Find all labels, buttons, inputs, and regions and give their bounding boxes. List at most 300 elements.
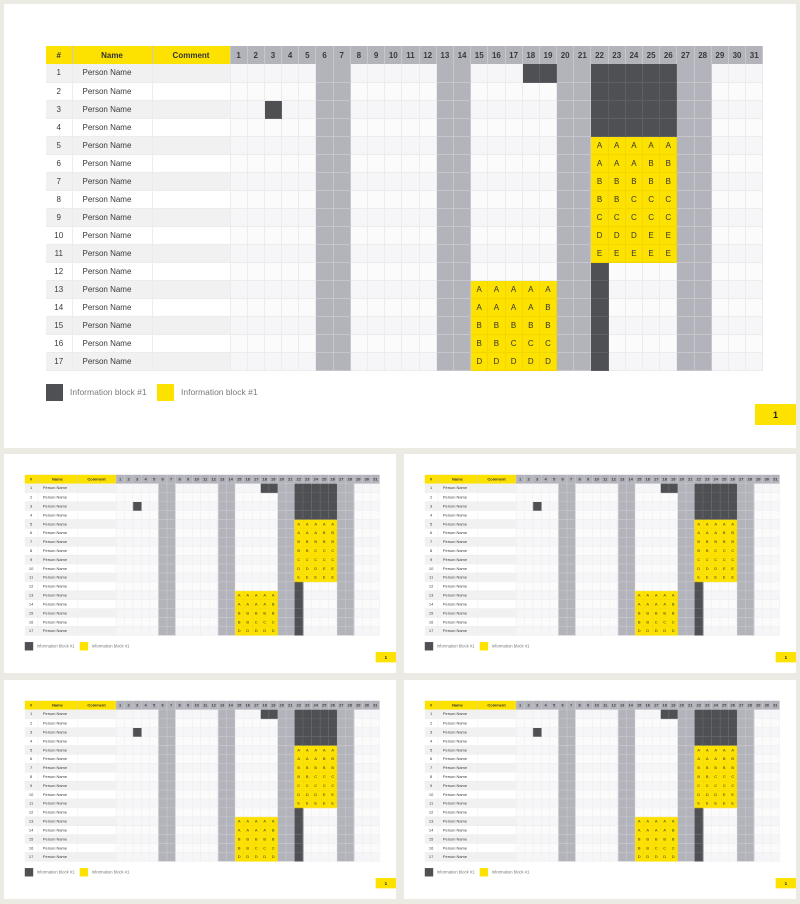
day-cell-info-block[interactable]: [539, 64, 556, 82]
day-cell[interactable]: [201, 573, 210, 582]
day-cell-weekend[interactable]: [158, 528, 167, 537]
day-cell[interactable]: [363, 510, 372, 519]
day-cell-weekend[interactable]: [694, 316, 711, 334]
day-cell-weekend[interactable]: [618, 528, 627, 537]
day-cell-code[interactable]: C: [608, 208, 625, 226]
day-cell-weekend[interactable]: [158, 736, 167, 745]
day-cell[interactable]: [116, 546, 125, 555]
day-cell[interactable]: [311, 626, 320, 635]
day-cell-info-block[interactable]: [660, 118, 677, 136]
day-cell[interactable]: [575, 772, 584, 781]
day-cell[interactable]: [282, 190, 299, 208]
day-cell[interactable]: [299, 226, 316, 244]
day-cell[interactable]: [541, 582, 550, 591]
day-cell[interactable]: [771, 763, 780, 772]
day-cell[interactable]: [247, 64, 264, 82]
day-cell[interactable]: [771, 808, 780, 817]
day-cell[interactable]: [230, 334, 247, 352]
day-cell-weekend[interactable]: [333, 136, 350, 154]
day-cell-weekend[interactable]: [277, 843, 286, 852]
day-cell[interactable]: [311, 582, 320, 591]
day-cell[interactable]: [539, 100, 556, 118]
day-cell[interactable]: [252, 528, 261, 537]
day-cell[interactable]: [124, 790, 133, 799]
day-cell-code[interactable]: C: [643, 208, 660, 226]
day-cell-weekend[interactable]: [346, 537, 355, 546]
day-cell-weekend[interactable]: [226, 582, 235, 591]
day-cell-code[interactable]: A: [703, 528, 712, 537]
day-cell[interactable]: [635, 754, 644, 763]
day-cell[interactable]: [771, 591, 780, 600]
day-cell[interactable]: [643, 573, 652, 582]
day-cell[interactable]: [660, 352, 677, 370]
day-cell[interactable]: [175, 617, 184, 626]
day-cell-info-block[interactable]: [720, 484, 729, 493]
day-cell-weekend[interactable]: [167, 728, 176, 737]
day-cell-weekend[interactable]: [677, 608, 686, 617]
day-cell-code[interactable]: A: [652, 817, 661, 826]
day-cell-weekend[interactable]: [346, 826, 355, 835]
day-cell[interactable]: [601, 754, 610, 763]
day-cell[interactable]: [763, 710, 772, 719]
day-cell[interactable]: [533, 790, 542, 799]
day-cell[interactable]: [635, 528, 644, 537]
day-cell-weekend[interactable]: [737, 763, 746, 772]
day-cell[interactable]: [763, 528, 772, 537]
day-cell[interactable]: [264, 118, 281, 136]
day-cell-info-block[interactable]: [294, 808, 303, 817]
day-cell-info-block[interactable]: [720, 736, 729, 745]
day-cell-weekend[interactable]: [567, 528, 576, 537]
day-cell-weekend[interactable]: [574, 190, 591, 208]
day-cell[interactable]: [541, 573, 550, 582]
day-cell[interactable]: [652, 763, 661, 772]
day-cell[interactable]: [350, 172, 367, 190]
day-cell-weekend[interactable]: [574, 208, 591, 226]
day-cell-code[interactable]: E: [625, 244, 642, 262]
day-cell[interactable]: [133, 826, 142, 835]
day-cell[interactable]: [711, 334, 728, 352]
day-cell[interactable]: [625, 298, 642, 316]
day-cell-code[interactable]: A: [652, 826, 661, 835]
day-cell[interactable]: [354, 528, 363, 537]
day-cell-weekend[interactable]: [686, 617, 695, 626]
day-cell-code[interactable]: A: [660, 591, 669, 600]
day-cell-weekend[interactable]: [626, 834, 635, 843]
day-cell[interactable]: [243, 493, 252, 502]
day-cell-code[interactable]: D: [643, 852, 652, 861]
day-cell[interactable]: [522, 136, 539, 154]
day-cell-weekend[interactable]: [316, 298, 333, 316]
day-cell-weekend[interactable]: [316, 316, 333, 334]
day-cell[interactable]: [635, 719, 644, 728]
day-cell[interactable]: [584, 736, 593, 745]
day-cell-code[interactable]: A: [635, 826, 644, 835]
day-cell[interactable]: [141, 772, 150, 781]
day-cell[interactable]: [209, 484, 218, 493]
day-cell[interactable]: [601, 843, 610, 852]
day-cell[interactable]: [141, 781, 150, 790]
day-cell[interactable]: [763, 510, 772, 519]
day-cell-weekend[interactable]: [746, 600, 755, 609]
day-cell[interactable]: [471, 190, 488, 208]
day-cell[interactable]: [175, 710, 184, 719]
day-cell[interactable]: [601, 710, 610, 719]
day-cell[interactable]: [303, 852, 312, 861]
day-cell[interactable]: [260, 493, 269, 502]
day-cell[interactable]: [363, 502, 372, 511]
day-cell[interactable]: [371, 790, 380, 799]
day-cell-weekend[interactable]: [694, 226, 711, 244]
day-cell[interactable]: [243, 719, 252, 728]
day-cell-info-block[interactable]: [303, 510, 312, 519]
day-cell-info-block[interactable]: [625, 118, 642, 136]
day-cell-weekend[interactable]: [286, 519, 295, 528]
day-cell[interactable]: [230, 352, 247, 370]
day-cell-weekend[interactable]: [694, 244, 711, 262]
day-cell[interactable]: [541, 834, 550, 843]
day-cell-code[interactable]: B: [694, 537, 703, 546]
day-cell-code[interactable]: A: [311, 519, 320, 528]
day-cell[interactable]: [192, 710, 201, 719]
day-cell-weekend[interactable]: [737, 573, 746, 582]
day-cell-code[interactable]: E: [608, 244, 625, 262]
day-cell[interactable]: [363, 564, 372, 573]
day-cell-weekend[interactable]: [218, 608, 227, 617]
day-cell[interactable]: [328, 808, 337, 817]
day-cell[interactable]: [320, 608, 329, 617]
day-cell[interactable]: [533, 754, 542, 763]
day-cell[interactable]: [371, 808, 380, 817]
day-cell-code[interactable]: D: [235, 626, 244, 635]
day-cell[interactable]: [728, 834, 737, 843]
day-cell-code[interactable]: C: [711, 555, 720, 564]
day-cell-weekend[interactable]: [337, 510, 346, 519]
day-cell-code[interactable]: B: [635, 843, 644, 852]
day-cell[interactable]: [609, 493, 618, 502]
day-cell[interactable]: [539, 136, 556, 154]
day-cell-code[interactable]: D: [635, 626, 644, 635]
day-cell[interactable]: [592, 808, 601, 817]
day-cell[interactable]: [354, 564, 363, 573]
day-cell[interactable]: [575, 790, 584, 799]
day-cell-weekend[interactable]: [737, 510, 746, 519]
day-cell[interactable]: [269, 799, 278, 808]
day-cell-weekend[interactable]: [618, 510, 627, 519]
day-cell[interactable]: [264, 316, 281, 334]
day-cell-weekend[interactable]: [626, 537, 635, 546]
day-cell-weekend[interactable]: [686, 484, 695, 493]
day-cell[interactable]: [711, 82, 728, 100]
day-cell-info-block[interactable]: [303, 484, 312, 493]
day-cell[interactable]: [269, 537, 278, 546]
day-cell-info-block[interactable]: [720, 719, 729, 728]
day-cell-info-block[interactable]: [591, 334, 608, 352]
day-cell[interactable]: [363, 600, 372, 609]
day-cell[interactable]: [209, 573, 218, 582]
day-cell-code[interactable]: A: [643, 826, 652, 835]
day-cell[interactable]: [350, 262, 367, 280]
day-cell[interactable]: [184, 528, 193, 537]
day-cell[interactable]: [524, 710, 533, 719]
day-cell[interactable]: [350, 190, 367, 208]
day-cell-info-block[interactable]: [720, 728, 729, 737]
day-cell[interactable]: [243, 790, 252, 799]
day-cell-weekend[interactable]: [226, 510, 235, 519]
day-cell-weekend[interactable]: [226, 617, 235, 626]
day-cell-weekend[interactable]: [346, 719, 355, 728]
day-cell-weekend[interactable]: [558, 736, 567, 745]
day-cell-weekend[interactable]: [337, 484, 346, 493]
day-cell-code[interactable]: A: [635, 600, 644, 609]
day-cell-weekend[interactable]: [737, 852, 746, 861]
day-cell-weekend[interactable]: [567, 745, 576, 754]
day-cell-weekend[interactable]: [346, 591, 355, 600]
day-cell-weekend[interactable]: [453, 226, 470, 244]
day-cell-weekend[interactable]: [558, 710, 567, 719]
day-cell[interactable]: [141, 519, 150, 528]
day-cell[interactable]: [601, 555, 610, 564]
day-cell[interactable]: [192, 519, 201, 528]
day-cell-weekend[interactable]: [737, 834, 746, 843]
day-cell[interactable]: [320, 817, 329, 826]
day-cell[interactable]: [608, 280, 625, 298]
day-cell-code[interactable]: E: [711, 799, 720, 808]
day-cell[interactable]: [524, 763, 533, 772]
day-cell[interactable]: [282, 298, 299, 316]
day-cell[interactable]: [643, 719, 652, 728]
day-cell[interactable]: [550, 736, 559, 745]
day-cell-code[interactable]: A: [703, 519, 712, 528]
day-cell[interactable]: [601, 772, 610, 781]
day-cell-weekend[interactable]: [226, 781, 235, 790]
day-cell-weekend[interactable]: [436, 82, 453, 100]
day-cell[interactable]: [533, 781, 542, 790]
day-cell[interactable]: [303, 600, 312, 609]
day-cell-weekend[interactable]: [626, 772, 635, 781]
day-cell[interactable]: [763, 591, 772, 600]
day-cell-weekend[interactable]: [677, 573, 686, 582]
day-cell[interactable]: [209, 745, 218, 754]
day-cell[interactable]: [150, 710, 159, 719]
day-cell-weekend[interactable]: [567, 555, 576, 564]
day-cell-weekend[interactable]: [226, 790, 235, 799]
day-cell[interactable]: [584, 600, 593, 609]
day-cell-weekend[interactable]: [626, 573, 635, 582]
day-cell-weekend[interactable]: [346, 493, 355, 502]
day-cell-weekend[interactable]: [626, 719, 635, 728]
day-cell[interactable]: [201, 555, 210, 564]
day-cell[interactable]: [652, 790, 661, 799]
day-cell[interactable]: [141, 608, 150, 617]
day-cell-info-block[interactable]: [694, 608, 703, 617]
day-cell-code[interactable]: C: [703, 555, 712, 564]
day-cell[interactable]: [243, 808, 252, 817]
day-cell[interactable]: [371, 591, 380, 600]
day-cell[interactable]: [192, 626, 201, 635]
day-cell[interactable]: [116, 710, 125, 719]
day-cell-weekend[interactable]: [277, 834, 286, 843]
day-cell-weekend[interactable]: [158, 843, 167, 852]
day-cell[interactable]: [184, 493, 193, 502]
day-cell-info-block[interactable]: [320, 719, 329, 728]
day-cell[interactable]: [419, 352, 436, 370]
day-cell[interactable]: [175, 799, 184, 808]
day-cell[interactable]: [728, 600, 737, 609]
day-cell[interactable]: [746, 262, 763, 280]
day-cell-info-block[interactable]: [694, 582, 703, 591]
day-cell[interactable]: [771, 817, 780, 826]
day-cell-weekend[interactable]: [337, 582, 346, 591]
day-cell[interactable]: [192, 493, 201, 502]
day-cell[interactable]: [133, 493, 142, 502]
day-cell-code[interactable]: E: [643, 244, 660, 262]
day-cell-weekend[interactable]: [453, 352, 470, 370]
day-cell[interactable]: [282, 280, 299, 298]
day-cell[interactable]: [116, 745, 125, 754]
day-cell-code[interactable]: C: [660, 190, 677, 208]
day-cell[interactable]: [601, 826, 610, 835]
day-cell[interactable]: [635, 555, 644, 564]
day-cell[interactable]: [720, 626, 729, 635]
day-cell[interactable]: [584, 826, 593, 835]
day-cell-weekend[interactable]: [277, 608, 286, 617]
day-cell-weekend[interactable]: [218, 736, 227, 745]
day-cell-code[interactable]: A: [660, 600, 669, 609]
day-cell[interactable]: [609, 719, 618, 728]
day-cell-code[interactable]: A: [320, 519, 329, 528]
day-cell[interactable]: [371, 799, 380, 808]
day-cell[interactable]: [541, 772, 550, 781]
day-cell[interactable]: [175, 600, 184, 609]
day-cell[interactable]: [385, 172, 402, 190]
day-cell-weekend[interactable]: [567, 573, 576, 582]
day-cell-code[interactable]: A: [243, 826, 252, 835]
day-cell-weekend[interactable]: [158, 852, 167, 861]
day-cell[interactable]: [608, 262, 625, 280]
day-cell[interactable]: [728, 226, 745, 244]
day-cell[interactable]: [141, 528, 150, 537]
day-cell-code[interactable]: B: [728, 537, 737, 546]
day-cell-weekend[interactable]: [618, 710, 627, 719]
day-cell[interactable]: [385, 136, 402, 154]
day-cell[interactable]: [192, 537, 201, 546]
day-cell[interactable]: [354, 728, 363, 737]
day-cell-weekend[interactable]: [286, 843, 295, 852]
day-cell-weekend[interactable]: [694, 136, 711, 154]
day-cell-weekend[interactable]: [277, 564, 286, 573]
day-cell[interactable]: [660, 564, 669, 573]
day-cell[interactable]: [728, 817, 737, 826]
day-cell[interactable]: [660, 728, 669, 737]
day-cell[interactable]: [669, 510, 678, 519]
day-cell[interactable]: [522, 172, 539, 190]
day-cell[interactable]: [192, 555, 201, 564]
day-cell[interactable]: [720, 852, 729, 861]
day-cell-weekend[interactable]: [218, 728, 227, 737]
day-cell[interactable]: [311, 617, 320, 626]
day-cell[interactable]: [505, 154, 522, 172]
day-cell[interactable]: [609, 781, 618, 790]
day-cell[interactable]: [116, 555, 125, 564]
day-cell[interactable]: [609, 834, 618, 843]
day-cell-weekend[interactable]: [316, 118, 333, 136]
day-cell[interactable]: [328, 600, 337, 609]
day-cell-weekend[interactable]: [686, 502, 695, 511]
day-cell-weekend[interactable]: [218, 852, 227, 861]
day-cell[interactable]: [771, 546, 780, 555]
day-cell-weekend[interactable]: [686, 626, 695, 635]
day-cell-code[interactable]: D: [652, 852, 661, 861]
day-cell-code[interactable]: D: [522, 352, 539, 370]
day-cell[interactable]: [763, 719, 772, 728]
day-cell[interactable]: [524, 843, 533, 852]
day-cell[interactable]: [539, 118, 556, 136]
day-cell[interactable]: [116, 826, 125, 835]
day-cell-code[interactable]: C: [328, 555, 337, 564]
day-cell[interactable]: [150, 736, 159, 745]
day-cell-weekend[interactable]: [618, 745, 627, 754]
day-cell-weekend[interactable]: [694, 208, 711, 226]
day-cell[interactable]: [311, 600, 320, 609]
day-cell[interactable]: [124, 510, 133, 519]
day-cell[interactable]: [124, 736, 133, 745]
day-cell[interactable]: [201, 808, 210, 817]
day-cell[interactable]: [754, 510, 763, 519]
day-cell-code[interactable]: B: [303, 537, 312, 546]
day-cell[interactable]: [711, 826, 720, 835]
day-cell[interactable]: [402, 298, 419, 316]
day-cell[interactable]: [711, 226, 728, 244]
day-cell-code[interactable]: D: [652, 626, 661, 635]
day-cell[interactable]: [363, 573, 372, 582]
day-cell[interactable]: [592, 555, 601, 564]
day-cell-code[interactable]: B: [660, 608, 669, 617]
day-cell[interactable]: [541, 608, 550, 617]
day-cell[interactable]: [652, 528, 661, 537]
day-cell[interactable]: [771, 484, 780, 493]
day-cell[interactable]: [150, 626, 159, 635]
day-cell-code[interactable]: C: [252, 843, 261, 852]
day-cell[interactable]: [533, 772, 542, 781]
day-cell-code[interactable]: A: [635, 591, 644, 600]
day-cell-info-block[interactable]: [694, 591, 703, 600]
day-cell-code[interactable]: B: [720, 528, 729, 537]
day-cell-weekend[interactable]: [567, 546, 576, 555]
day-cell-weekend[interactable]: [167, 719, 176, 728]
day-cell-weekend[interactable]: [277, 754, 286, 763]
day-cell[interactable]: [116, 591, 125, 600]
day-cell[interactable]: [746, 352, 763, 370]
day-cell[interactable]: [184, 817, 193, 826]
day-cell[interactable]: [763, 754, 772, 763]
day-cell-code[interactable]: C: [539, 334, 556, 352]
day-cell[interactable]: [201, 591, 210, 600]
day-cell[interactable]: [609, 710, 618, 719]
day-cell[interactable]: [592, 745, 601, 754]
day-cell-weekend[interactable]: [277, 528, 286, 537]
day-cell-weekend[interactable]: [677, 781, 686, 790]
day-cell-info-block[interactable]: [320, 493, 329, 502]
day-cell-code[interactable]: A: [591, 136, 608, 154]
day-cell-code[interactable]: A: [694, 745, 703, 754]
day-cell-code[interactable]: A: [728, 519, 737, 528]
day-cell-weekend[interactable]: [226, 591, 235, 600]
day-cell[interactable]: [541, 745, 550, 754]
day-cell[interactable]: [763, 834, 772, 843]
day-cell[interactable]: [328, 817, 337, 826]
day-cell[interactable]: [601, 600, 610, 609]
